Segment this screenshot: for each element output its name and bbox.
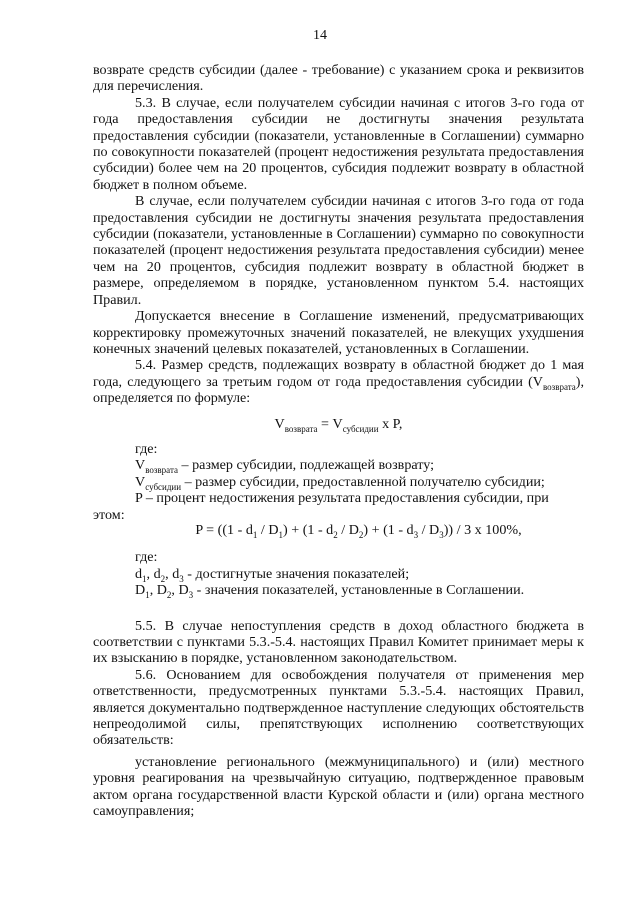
spacer [93, 599, 584, 618]
definition-v-return: $V_{возврата}$ – размер субсидии, подлежащей возврату; [135, 457, 435, 476]
paragraph-amendments: Допускается внесение в Соглашение изменений, предусматривающих корректировку промежуточных значений показателей, не влекущих ухудшения конечных значений целевых показателей, установленных в Соглашении. [93, 308, 584, 357]
paragraph-5-4: 5.4. Размер средств, подлежащих возврату в областной бюджет до 1 мая года, следующего за третьим годом от года предоставления субсидии $(V_{возврата})$, определяется по формуле: [93, 357, 584, 407]
paragraph-continuation: возврате средств субсидии (далее - требование) с указанием срока и реквизитов для перечисления. [93, 62, 584, 95]
where-label-2: где: [135, 549, 158, 566]
definition-d-achieved: $d_1$, $d_2$, $d_3$ - достигнутые значения показателей; [135, 565, 410, 584]
document-body [93, 62, 584, 819]
formula-percent: $P = ((1 - d_1 / D_1) + (1 - d_2 / D_2) + (1 - d_3 / D_3)) / 3$ x 100%, [195, 521, 522, 540]
where-label: где: [135, 440, 158, 457]
paragraph-emergency: установление регионального (межмуниципального) и (или) местного уровня реагирования на чрезвычайную ситуацию, подтвержденное правовым актом органа государственной власти Курской области и (или) органа местного самоуправления; [93, 753, 584, 820]
definition-p: P – процент недостижения результата предоставления субсидии, при [135, 490, 549, 507]
definition-v-subsidy: $V_{субсидии}$ – размер субсидии, предоставленной получателю субсидии; [135, 473, 545, 492]
paragraph-5-3-second: В случае, если получателем субсидии начиная с итогов 3-го года от года предоставления субсидии не достигнуты значения результата предоставления субсидии (показатели, установленные в Соглашении) суммарно по совокупности показателей (процент недостижения результата предоставления субсидии) менее чем на 20 процентов, субсидия подлежит возврату в областной бюджет в размере, определяемом в порядке, установленном пунктом 5.4. настоящих Правил. [93, 193, 584, 308]
formula-return-amount: $V_{возврата} = V_{субсидии}$ x P, [274, 415, 403, 434]
paragraph-5-3: 5.3. В случае, если получателем субсидии начиная с итогов 3-го года от года предоставления субсидии не достигнуты значения результата предоставления субсидии (показатели, установленные в Соглашении) суммарно по совокупности показателей (процент недостижения результата предоставления субсидии) более чем на 20 процентов, субсидия подлежит возврату в областной бюджет в полном объеме. [93, 94, 584, 193]
paragraph-5-6: 5.6. Основанием для освобождения получателя от применения мер ответственности, предусмотренных пунктами 5.3.-5.4. настоящих Правил, является документально подтвержденное наступление следующих обстоятельств непреодолимой силы, препятствующих исполнению соответствующих обязательств: [93, 666, 584, 749]
definition-d-target: $D_1$, $D_2$, $D_3$ - значения показателей, установленные в Соглашении. [135, 582, 525, 600]
etom-label: этом: [93, 506, 125, 523]
paragraph-5-5: 5.5. В случае непоступления средств в доход областного бюджета в соответствии с пунктами 5.3.-5.4. настоящих Правил Комитет принимает меры к их взысканию в порядке, установленном законодательством. [93, 617, 584, 667]
page-number: 14 [313, 28, 327, 43]
